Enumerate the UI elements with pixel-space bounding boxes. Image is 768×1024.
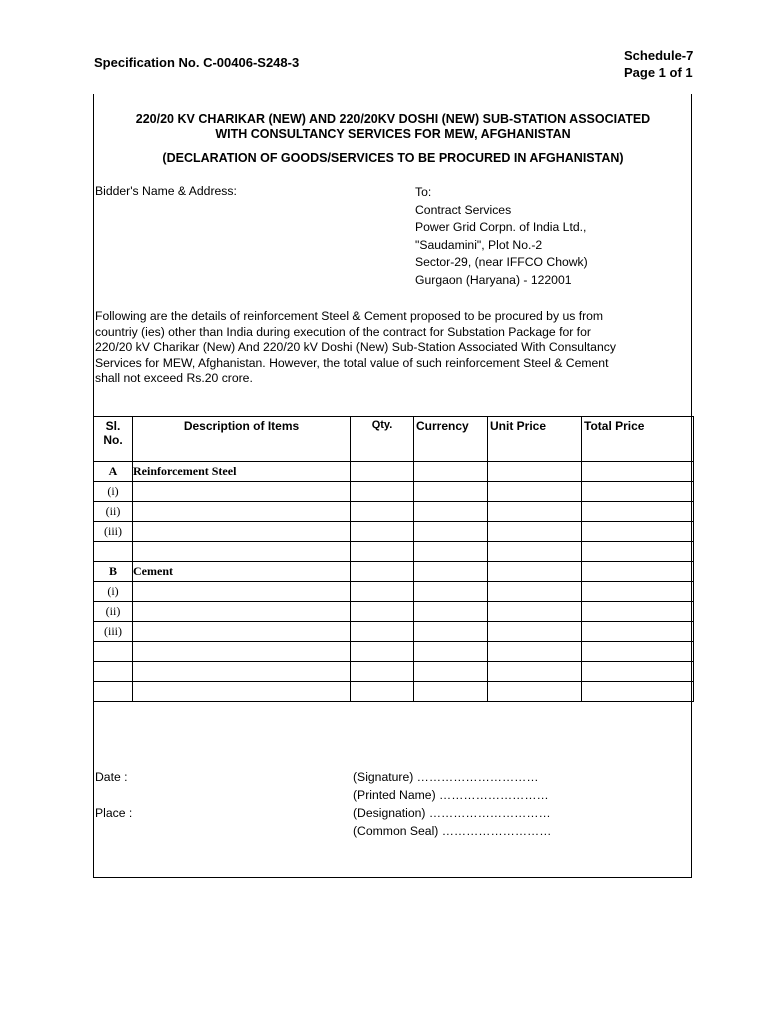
common-seal-line: (Common Seal) ……………………… (353, 824, 552, 838)
printed-name-line: (Printed Name) ……………………… (353, 788, 549, 802)
row-currency (414, 562, 488, 582)
row-sl-no: A (94, 462, 133, 482)
row-unit-price (488, 682, 582, 702)
row-sl-no: (iii) (94, 522, 133, 542)
row-total-price (582, 582, 694, 602)
row-qty (351, 482, 414, 502)
items-table (93, 416, 694, 702)
schedule-block (624, 47, 693, 81)
table-row (94, 522, 694, 542)
row-unit-price (488, 582, 582, 602)
row-currency (414, 482, 488, 502)
designation-line: (Designation) ………………………… (353, 806, 551, 820)
row-description (133, 662, 351, 682)
row-total-price (582, 642, 694, 662)
row-currency (414, 582, 488, 602)
form-title (94, 112, 692, 142)
header-description: Description of Items (133, 417, 351, 462)
row-sl-no: (i) (94, 582, 133, 602)
row-qty (351, 502, 414, 522)
header-sl-no: Sl. No. (94, 417, 133, 462)
row-sl-no: (i) (94, 482, 133, 502)
row-description (133, 582, 351, 602)
signature-block (353, 768, 551, 840)
paragraph-line: Services for MEW, Afghanistan. However, the total value of such reinforcement Steel & Cement (95, 355, 609, 370)
row-description: Cement (133, 562, 351, 582)
row-sl-no: (ii) (94, 602, 133, 622)
header-currency: Currency (414, 417, 488, 462)
row-description (133, 682, 351, 702)
row-qty (351, 582, 414, 602)
row-sl-no (94, 542, 133, 562)
row-sl-no (94, 662, 133, 682)
row-sl-no (94, 642, 133, 662)
address-line: Sector-29, (near IFFCO Chowk) (415, 255, 588, 269)
declaration-subtitle: (DECLARATION OF GOODS/SERVICES TO BE PROCURED IN AFGHANISTAN) (162, 151, 624, 165)
table-row (94, 582, 694, 602)
schedule-label: Schedule-7 (624, 48, 694, 63)
date-label: Date : (95, 770, 128, 784)
row-total-price (582, 482, 694, 502)
paragraph-line: 220/20 kV Charikar (New) And 220/20 kV Doshi (New) Sub-Station Associated With Consultancy (95, 340, 616, 354)
header-unit-price: Unit Price (488, 417, 582, 462)
table-row (94, 462, 694, 482)
table-row (94, 642, 694, 662)
row-currency (414, 662, 488, 682)
table-row (94, 562, 694, 582)
row-qty (351, 642, 414, 662)
row-qty (351, 562, 414, 582)
header-qty: Qty. (351, 417, 414, 462)
row-unit-price (488, 482, 582, 502)
row-sl-no (94, 682, 133, 702)
row-unit-price (488, 542, 582, 562)
paragraph-line: Following are the details of reinforcement Steel & Cement proposed to be procured by us from (95, 309, 604, 323)
row-description: Reinforcement Steel (133, 462, 351, 482)
table-row (94, 502, 694, 522)
row-currency (414, 502, 488, 522)
row-unit-price (488, 642, 582, 662)
row-description (133, 502, 351, 522)
address-line: Gurgaon (Haryana) - 122001 (415, 272, 572, 287)
row-total-price (582, 682, 694, 702)
page-number: Page 1 of 1 (624, 65, 693, 80)
table-body (94, 462, 694, 702)
row-currency (414, 682, 488, 702)
row-qty (351, 662, 414, 682)
table-row (94, 542, 694, 562)
specification-number: Specification No. C-00406-S248-3 (94, 55, 300, 70)
table-row (94, 682, 694, 702)
row-currency (414, 462, 488, 482)
row-currency (414, 522, 488, 542)
signature-line: (Signature) ………………………… (353, 770, 539, 784)
row-qty (351, 602, 414, 622)
address-block (415, 184, 588, 289)
title-line-2: WITH CONSULTANCY SERVICES FOR MEW, AFGHANISTAN (215, 127, 571, 141)
row-unit-price (488, 662, 582, 682)
row-unit-price (488, 522, 582, 542)
row-description (133, 482, 351, 502)
table-row (94, 662, 694, 682)
table-row (94, 622, 694, 642)
table-row (94, 602, 694, 622)
table-header-row (94, 417, 694, 462)
row-currency (414, 622, 488, 642)
row-qty (351, 622, 414, 642)
row-total-price (582, 542, 694, 562)
row-qty (351, 542, 414, 562)
paragraph-line: countriy (ies) other than India during execution of the contract for Substation Package for for (95, 324, 591, 339)
row-total-price (582, 462, 694, 482)
row-sl-no: (iii) (94, 622, 133, 642)
declaration-paragraph (95, 309, 685, 387)
bidder-name-label: Bidder's Name & Address: (95, 184, 237, 198)
row-unit-price (488, 622, 582, 642)
address-line: Power Grid Corpn. of India Ltd., (415, 220, 587, 234)
address-line: To: (415, 185, 432, 199)
row-unit-price (488, 562, 582, 582)
header-total-price: Total Price (582, 417, 694, 462)
row-sl-no: B (94, 562, 133, 582)
row-total-price (582, 622, 694, 642)
row-unit-price (488, 602, 582, 622)
row-total-price (582, 602, 694, 622)
row-currency (414, 642, 488, 662)
row-qty (351, 462, 414, 482)
row-total-price (582, 662, 694, 682)
row-unit-price (488, 462, 582, 482)
title-line-1: 220/20 KV CHARIKAR (NEW) AND 220/20KV DOSHI (NEW) SUB-STATION ASSOCIATED (135, 112, 651, 126)
row-description (133, 602, 351, 622)
row-description (133, 522, 351, 542)
row-sl-no: (ii) (94, 502, 133, 522)
row-description (133, 622, 351, 642)
table-row (94, 482, 694, 502)
row-currency (414, 602, 488, 622)
row-description (133, 542, 351, 562)
address-line: Contract Services (415, 202, 512, 217)
place-label: Place : (95, 806, 133, 820)
paragraph-line: shall not exceed Rs.20 crore. (95, 371, 253, 385)
address-line: "Saudamini", Plot No.-2 (415, 237, 543, 252)
row-description (133, 642, 351, 662)
row-total-price (582, 502, 694, 522)
row-total-price (582, 522, 694, 542)
row-unit-price (488, 502, 582, 522)
row-qty (351, 522, 414, 542)
row-currency (414, 542, 488, 562)
row-qty (351, 682, 414, 702)
row-total-price (582, 562, 694, 582)
